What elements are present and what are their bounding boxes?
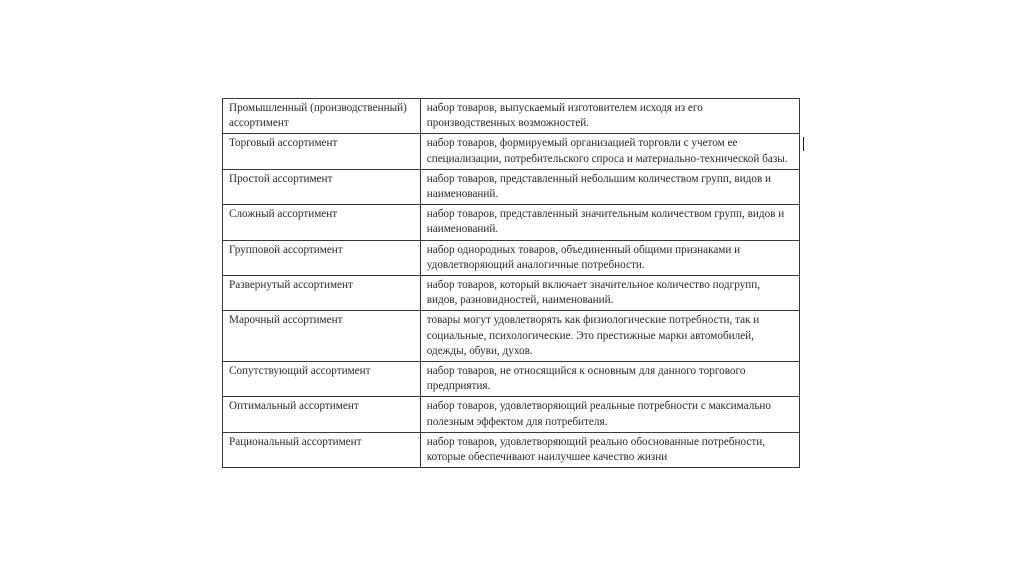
term-cell: Промышленный (производственный) ассортимент (223, 99, 421, 134)
table-row (223, 240, 800, 275)
table-row (223, 134, 800, 169)
table-row (223, 99, 800, 134)
table-row (223, 397, 800, 432)
table-row (223, 362, 800, 397)
definition-cell: набор товаров, не относящийся к основным для данного торгового предприятия. (420, 362, 799, 397)
table-row (223, 205, 800, 240)
definition-cell: набор товаров, выпускаемый изготовителем исходя из его производственных возможностей. (420, 99, 799, 134)
term-cell: Рациональный ассортимент (223, 432, 421, 467)
table-row (223, 169, 800, 204)
term-cell: Сопутствующий ассортимент (223, 362, 421, 397)
text-cursor (803, 137, 804, 151)
table-row (223, 311, 800, 362)
term-cell: Групповой ассортимент (223, 240, 421, 275)
table-row (223, 276, 800, 311)
definition-cell: товары могут удовлетворять как физиологические потребности, так и социальные, психологические. Это престижные марки автомобилей, одежды, обуви, духов. (420, 311, 799, 362)
term-cell: Сложный ассортимент (223, 205, 421, 240)
term-cell: Марочный ассортимент (223, 311, 421, 362)
definition-cell: набор товаров, представленный значительным количеством групп, видов и наименований. (420, 205, 799, 240)
definition-cell: набор товаров, удовлетворяющий реально обоснованные потребности, которые обеспечивают наилучшее качество жизни (420, 432, 799, 467)
term-cell: Простой ассортимент (223, 169, 421, 204)
definition-cell: набор товаров, который включает значительное количество подгрупп, видов, разновидностей, наименований. (420, 276, 799, 311)
term-cell: Развернутый ассортимент (223, 276, 421, 311)
definition-cell: набор товаров, удовлетворяющий реальные потребности с максимально полезным эффектом для потребителя. (420, 397, 799, 432)
assortment-table (222, 98, 800, 468)
term-cell: Торговый ассортимент (223, 134, 421, 169)
definition-cell: набор однородных товаров, объединенный общими признаками и удовлетворяющий аналогичные потребности. (420, 240, 799, 275)
definition-cell: набор товаров, представленный небольшим количеством групп, видов и наименований. (420, 169, 799, 204)
term-cell: Оптимальный ассортимент (223, 397, 421, 432)
table-row (223, 432, 800, 467)
definition-cell: набор товаров, формируемый организацией торговли с учетом ее специализации, потребительского спроса и материально-технической базы. (420, 134, 799, 169)
